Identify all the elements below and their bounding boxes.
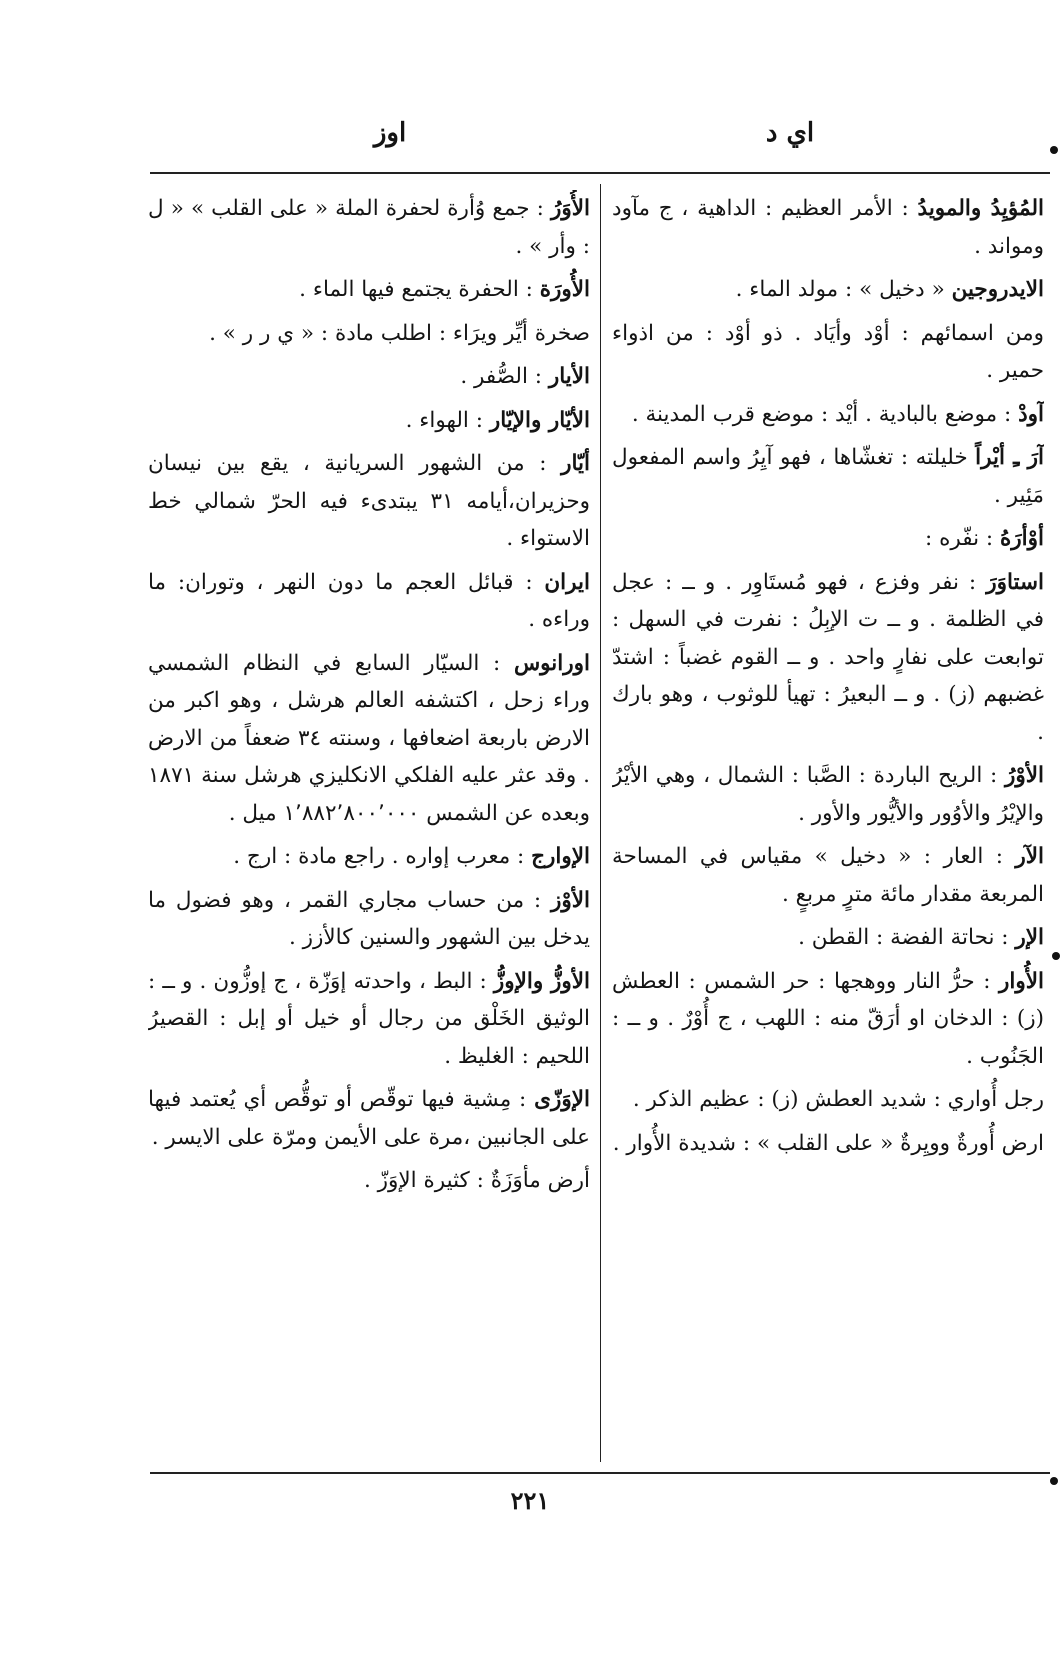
running-header-right: اي د bbox=[765, 118, 815, 148]
dictionary-entry bbox=[148, 963, 590, 1076]
entry-headword: الأُورَة bbox=[539, 277, 590, 302]
entry-headword: آرَ ـِ أيْراً bbox=[975, 445, 1044, 470]
entry-definition: : مِشية فيها توقّص أو توقُّص أي يُعتمد فيها على الجانبين ،مرة على الأيمن ومرّة على الايسر . bbox=[148, 1087, 590, 1150]
entry-definition: : الحفرة يجتمع فيها الماء . bbox=[299, 277, 533, 302]
entry-headword: الإوارج bbox=[531, 844, 590, 869]
entry-definition: رجل أُواري : شديد العطش (ز) : عظيم الذكر . bbox=[632, 1087, 1044, 1112]
dictionary-entry bbox=[148, 1162, 590, 1200]
dictionary-entry bbox=[148, 564, 590, 639]
dictionary-entry bbox=[612, 963, 1044, 1076]
footer-rule bbox=[150, 1472, 1050, 1474]
entry-headword: أيّار bbox=[561, 451, 590, 476]
entry-headword: أوْأرَهُ bbox=[1000, 526, 1044, 551]
dictionary-entry bbox=[148, 315, 590, 353]
entry-definition: ومن اسمائهم : أوْد وأيَاد . ذو أوْد : من اذواء حمير . bbox=[612, 320, 1044, 383]
entry-definition: ارض أُورةٌ وويِرةٌ « على القلب » : شديدة الأُوار . bbox=[612, 1130, 1044, 1156]
entry-definition: : الريح الباردة : الصَّبا : الشمال ، وهي الأيْرُ والإيْرُ والأوُور والأيُّور والأور . bbox=[612, 763, 1044, 826]
entry-definition: : قبائل العجم ما دون النهر ، وتوران: ما وراءه . bbox=[148, 569, 590, 632]
dictionary-entry bbox=[612, 919, 1044, 957]
entry-headword: الأيّار والإيّار bbox=[489, 407, 590, 433]
page-number: ٢٢١ bbox=[510, 1486, 550, 1515]
dictionary-entry bbox=[612, 838, 1044, 913]
left-column bbox=[148, 190, 590, 1465]
entry-definition: : حرُّ النار ووهجها : حر الشمس : العطش (ز) : الدخان او أرَقّ منه : اللهب ، ج أُوْرٌ . و ــ : الجَنُوب . bbox=[612, 968, 1044, 1069]
dictionary-entry bbox=[148, 645, 590, 833]
dictionary-entry bbox=[148, 190, 590, 265]
dictionary-entry bbox=[148, 402, 590, 440]
entry-headword: آودْ bbox=[1018, 401, 1044, 427]
entry-definition: خليلته : تغشّاها ، فهو آيِرُ واسم المفعول مَئِير . bbox=[612, 445, 1044, 508]
entry-definition: : نفّره : bbox=[925, 526, 994, 551]
column-divider bbox=[600, 184, 601, 1462]
dictionary-entry bbox=[612, 190, 1044, 265]
entry-definition: أرض مأوَزَةٌ : كثيرة الإوَزّ . bbox=[363, 1168, 590, 1193]
dictionary-entry bbox=[148, 838, 590, 876]
entry-headword: الآر bbox=[1015, 844, 1044, 869]
dictionary-entry bbox=[148, 1081, 590, 1156]
entry-headword: استاوَرَ bbox=[986, 569, 1044, 595]
entry-definition: : جمع وُأرة لحفرة الملة « على القلب » « ل : وأر » . bbox=[148, 196, 590, 259]
dictionary-entry bbox=[612, 564, 1044, 752]
dictionary-entry bbox=[612, 315, 1044, 390]
entry-headword: المُؤيِدُ والمويدُ bbox=[917, 196, 1044, 221]
entry-definition: : نحاتة الفضة : القطن . bbox=[798, 925, 1009, 950]
dictionary-entry bbox=[612, 1125, 1044, 1163]
dictionary-entry bbox=[612, 520, 1044, 558]
entry-definition: صخرة أيِّر ويرَاء : اطلب مادة : « ي ر ر » . bbox=[209, 320, 590, 346]
entry-headword: الأيار bbox=[548, 364, 590, 389]
entry-definition: : العار : « دخيل » مقياس في المساحة المربعة مقدار مائة مترٍ مربعٍ . bbox=[612, 844, 1044, 907]
dictionary-entry bbox=[148, 445, 590, 558]
entry-definition: : موضع بالبادية . أيْد : موضع قرب المدينة . bbox=[631, 401, 1012, 427]
right-column bbox=[612, 190, 1044, 1465]
entry-headword: الايدروجين bbox=[951, 277, 1044, 302]
entry-headword: الأوْرُ bbox=[1004, 763, 1044, 788]
running-header-left: اوز bbox=[373, 118, 407, 148]
entry-definition: : الصُّفر . bbox=[460, 364, 542, 389]
margin-mark bbox=[1050, 146, 1058, 154]
entry-definition: : نفر وفزع ، فهو مُستَاوِر . و ــ : عجل في الظلمة . و ــ ت الإبِلُ : نفرت في السهل : توابعت على نفارٍ واحد . و ــ القوم غضباً : اشتدّ غضبهم (ز) . و ــ البعيرُ : تهيأ للوثوب ، وهو بارك . bbox=[612, 569, 1044, 745]
header-rule bbox=[150, 172, 1050, 174]
dictionary-entry bbox=[612, 1081, 1044, 1119]
dictionary-entry bbox=[612, 439, 1044, 514]
entry-definition: : السيّار السابع في النظام الشمسي وراء زحل ، اكتشفه العالم هرشل ، وهو اكبر من الارض باربعة اضعافها ، وسنته ٣٤ ضعفاً من الارض . وقد عثر عليه الفلكي الانكليزي هرشل سنة ١٨٧١ وبعده عن الشمس ١٬٨٨٢٬٨٠٠٬٠٠٠ ميل . bbox=[148, 650, 590, 826]
entry-definition: : من الشهور السريانية ، يقع بين نيسان وحزيران،أيامه ٣١ يبتدىء فيه الحرّ شمالي خط الاستواء . bbox=[148, 451, 590, 551]
dictionary-entry bbox=[612, 396, 1044, 434]
entry-headword: الأوزُّ والإوزُّ bbox=[493, 968, 590, 994]
entry-headword: الإوَزّى bbox=[534, 1087, 590, 1112]
entry-headword: اورانوس bbox=[513, 650, 590, 676]
dictionary-entry bbox=[148, 358, 590, 396]
entry-headword: الأُوار bbox=[999, 968, 1044, 994]
entry-definition: : معرب إواره . راجع مادة : ارج . bbox=[233, 844, 525, 869]
entry-definition: « دخيل » : مولد الماء . bbox=[735, 277, 945, 302]
dictionary-entry bbox=[612, 757, 1044, 832]
entry-headword: الأُوَرُ bbox=[550, 196, 590, 221]
entry-headword: ايران bbox=[544, 569, 590, 595]
dictionary-entry bbox=[148, 882, 590, 957]
entry-definition: : الأمر العظيم : الداهية ، ج مآود ومواند . bbox=[612, 196, 1044, 259]
entry-definition: : الهواء . bbox=[405, 407, 483, 433]
margin-mark bbox=[1052, 952, 1060, 960]
margin-mark bbox=[1050, 1477, 1058, 1485]
dictionary-entry bbox=[148, 271, 590, 309]
entry-headword: الإر bbox=[1015, 925, 1044, 950]
dictionary-entry bbox=[612, 271, 1044, 309]
entry-headword: الأوْز bbox=[550, 887, 590, 913]
entry-definition: : من حساب مجاري القمر ، وهو فضول ما يدخل بين الشهور والسنين كالأزز . bbox=[148, 887, 590, 950]
entry-definition: : البط ، واحدته إوَزّة ، ج إوزُّون . و ــ : الوثيق الخَلْق من رجال أو خيل أو إبل : القصيرُ اللحيم : الغليظ . bbox=[148, 968, 590, 1069]
